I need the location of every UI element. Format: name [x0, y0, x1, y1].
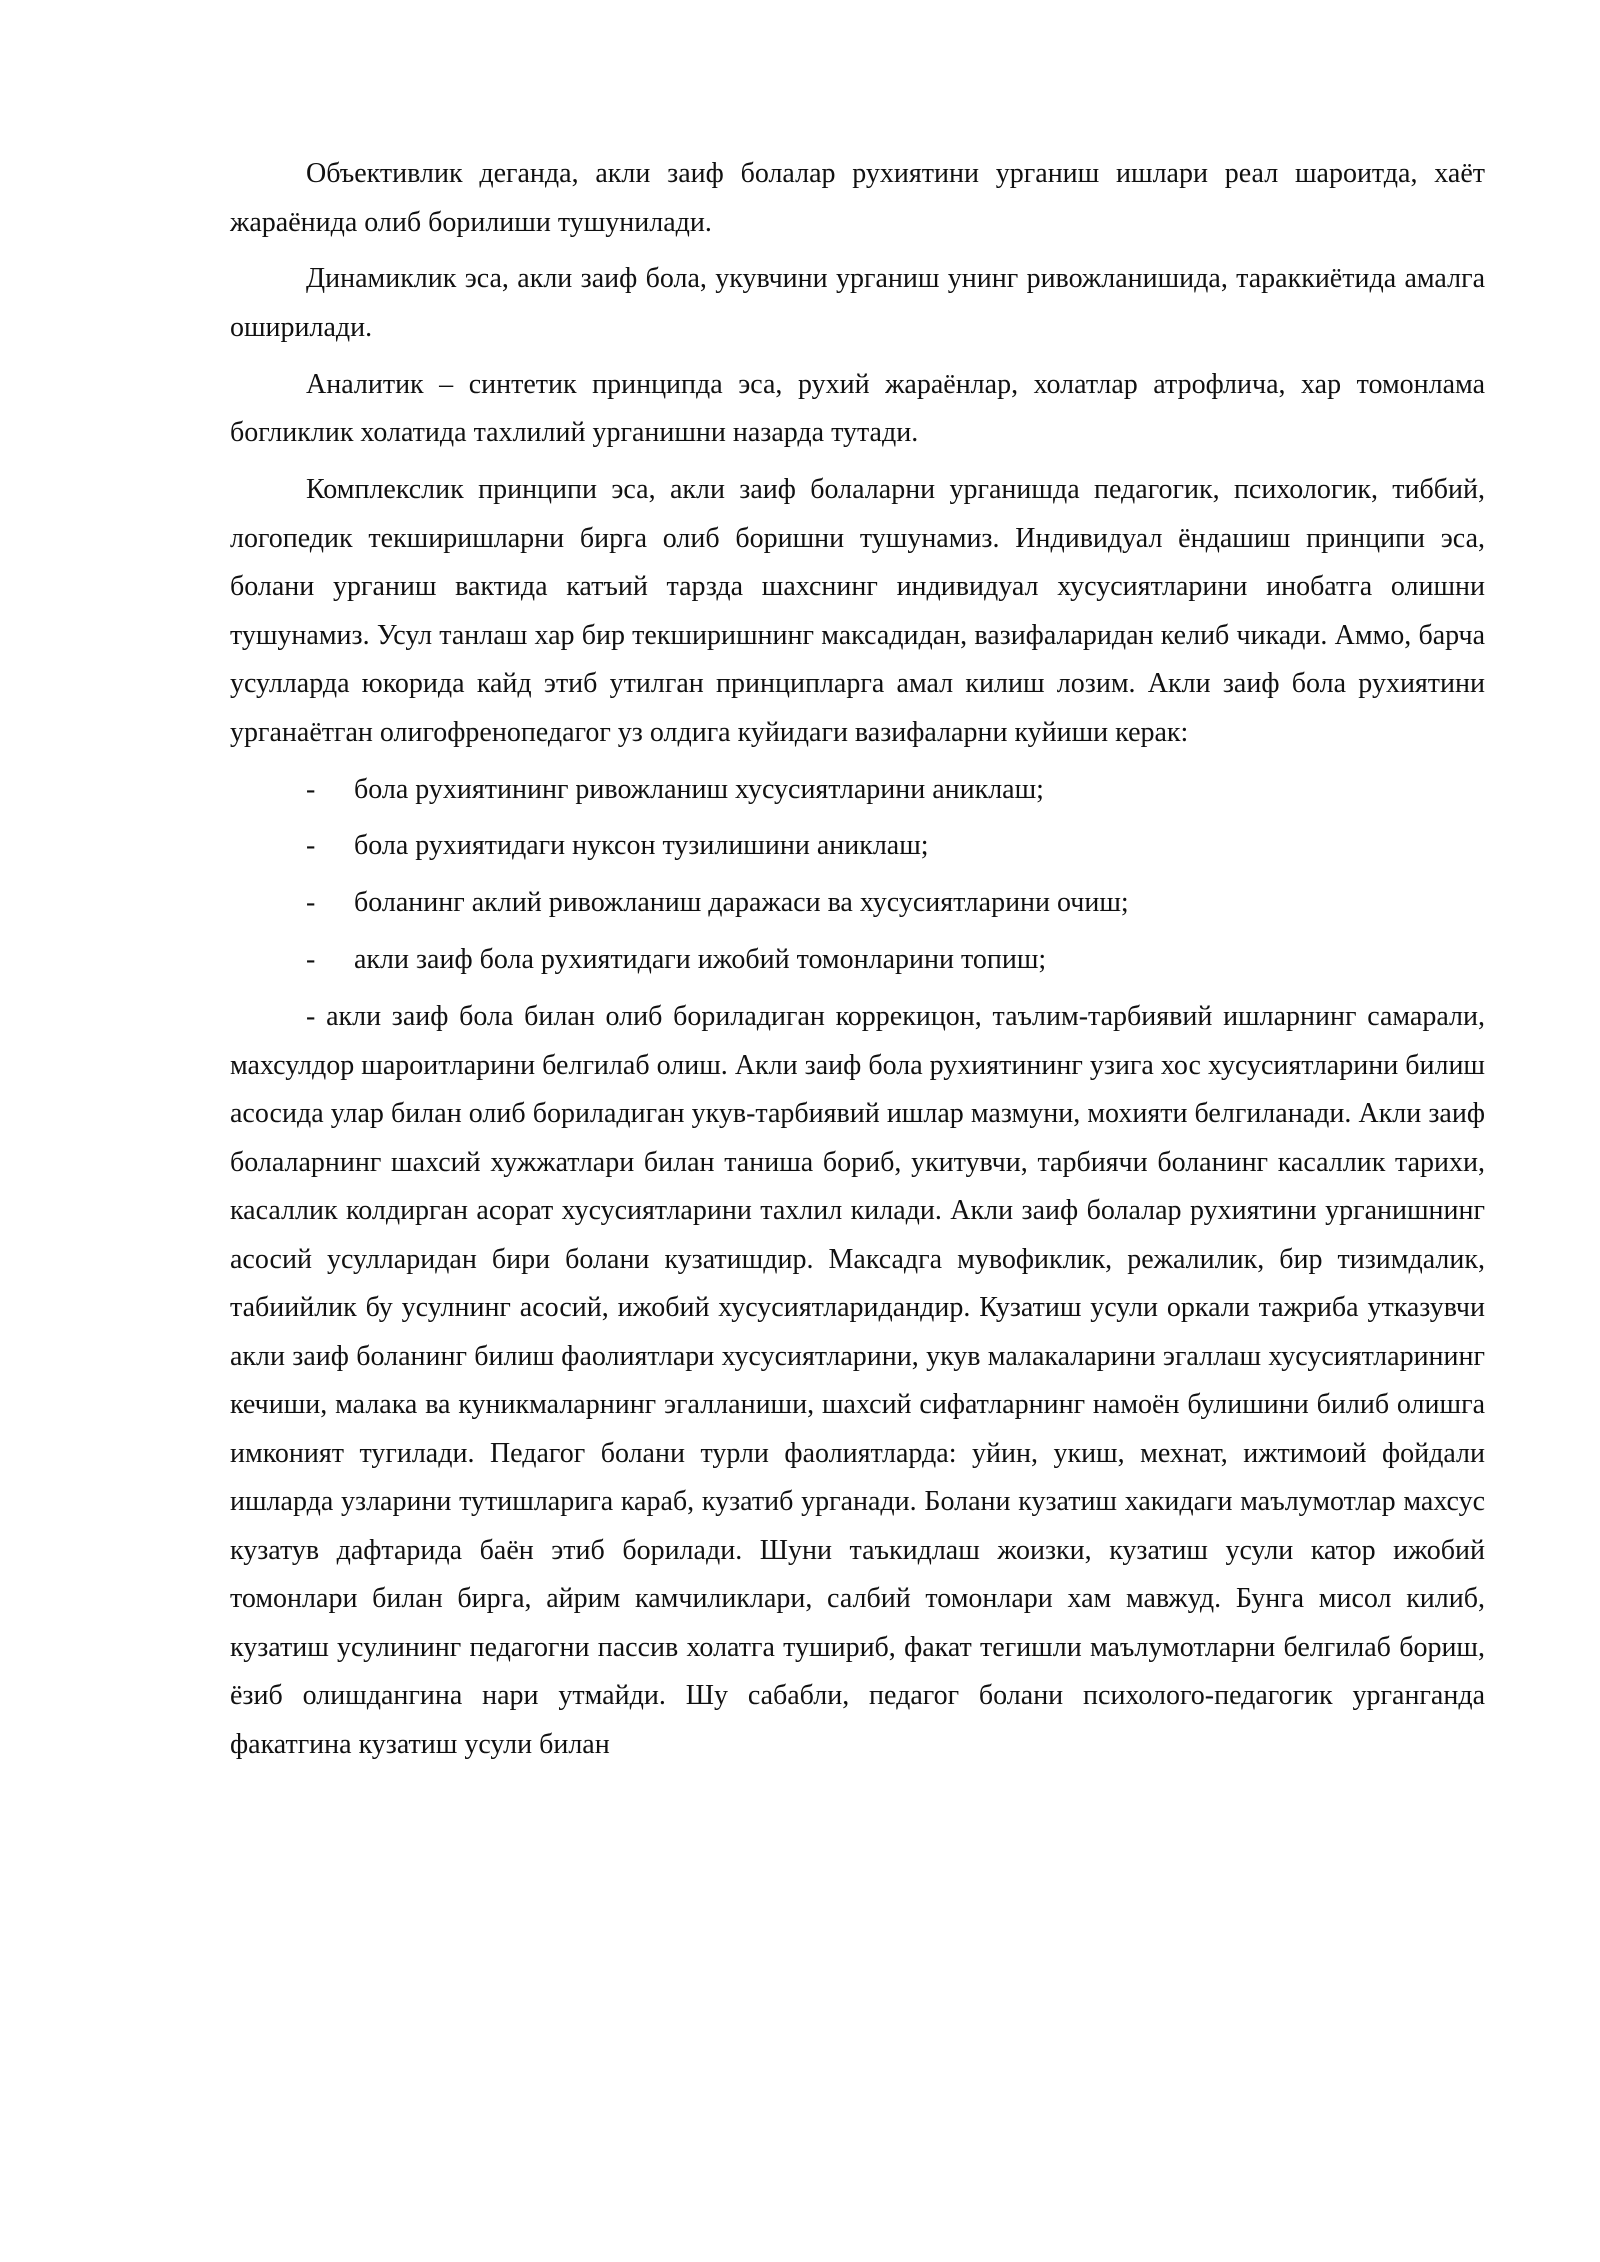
list-dash: -: [306, 944, 316, 976]
list-dash: -: [306, 887, 316, 919]
list-dash: -: [306, 830, 316, 862]
list-item: [230, 766, 1485, 815]
list-item-text: бола рухиятидаги нуксон тузилишини аниклаш;: [354, 830, 929, 862]
document-page: [230, 150, 1485, 1778]
list-item-text: боланинг аклий ривожланиш даражаси ва хусусиятларини очиш;: [354, 887, 1129, 919]
paragraph-objectivity: Объективлик деганда, акли заиф болалар рухиятини урганиш ишлари реал шароитда, хаёт жараёнида олиб борилиши тушунилади.: [230, 158, 1485, 238]
list-item: [230, 936, 1485, 985]
paragraph-complexity: Комплекслик принципи эса, акли заиф болаларни урганишда педагогик, психологик, тиббий, логопедик текширишларни бирга олиб боришни тушунамиз. Индивидуал ёндашиш принципи эса, болани урганиш вактида катъий тарзда шахснинг индивидуал хусусиятларини инобатга олишни тушунамиз. Усул танлаш хар бир текширишнинг максадидан, вазифаларидан келиб чикади. Аммо, барча усулларда юкорида кайд этиб утилган принципларга амал килиш лозим. Акли заиф бола рухиятини урганаётган олигофренопедагог уз олдига куйидаги вазифаларни куйиши керак:: [230, 474, 1485, 748]
list-item: [230, 822, 1485, 871]
list-item-text: акли заиф бола рухиятидаги ижобий томонларини топиш;: [354, 944, 1047, 976]
list-item-text: бола рухиятининг ривожланиш хусусиятларини аниклаш;: [354, 773, 1044, 805]
list-item: [230, 879, 1485, 928]
paragraph-dynamics: Динамиклик эса, акли заиф бола, укувчини урганиш унинг ривожланишида, тараккиётида амалга оширилади.: [230, 263, 1485, 343]
paragraph-observation: - акли заиф бола билан олиб бориладиган коррекицон, таълим-тарбиявий ишларнинг самарали, махсулдор шароитларини белгилаб олиш. Акли заиф бола рухиятининг узига хос хусусиятларини билиш асосида улар билан олиб бориладиган укув-тарбиявий ишлар мазмуни, мохияти белгиланади. Акли заиф болаларнинг шахсий хужжатлари билан таниша бориб, укитувчи, тарбиячи боланинг касаллик тарихи, касаллик колдирган асорат хусусиятларини тахлил килади. Акли заиф болалар рухиятини урганишнинг асосий усулларидан бири болани кузатишдир. Максадга мувофиклик, режалилик, бир тизимдалик, табиийлик бу усулнинг асосий, ижобий хусусиятларидандир. Кузатиш усули оркали тажриба утказувчи акли заиф боланинг билиш фаолиятлари хусусиятларини, укув малакаларини эгаллаш хусусиятларининг кечиши, малака ва куникмаларнинг эгалланиши, шахсий сифатларнинг намоён булишини билиб олишга имконият тугилади. Педагог болани турли фаолиятларда: уйин, укиш, мехнат, ижтимоий фойдали ишларда узларини тутишларига караб, кузатиб урганади. Болани кузатиш хакидаги маълумотлар махсус кузатув дафтарида баён этиб борилади. Шуни таъкидлаш жоизки, кузатиш усули катор ижобий томонлари билан бирга, айрим камчиликлари, салбий томонлари хам мавжуд. Бунга мисол килиб, кузатиш усулининг педагогни пассив холатга тушириб, факат тегишли маълумотларни белгилаб бориш, ёзиб олишдангина нари утмайди. Шу сабабли, педагог болани психолого-педагогик урганганда факатгина кузатиш усули билан: [230, 1001, 1485, 1760]
list-dash: -: [306, 773, 316, 805]
tasks-list: [230, 766, 1485, 985]
paragraph-analytic-synthetic: Аналитик – синтетик принципда эса, рухий жараёнлар, холатлар атрофлича, хар томонлама богликлик холатида тахлилий урганишни назарда тутади.: [230, 368, 1485, 449]
